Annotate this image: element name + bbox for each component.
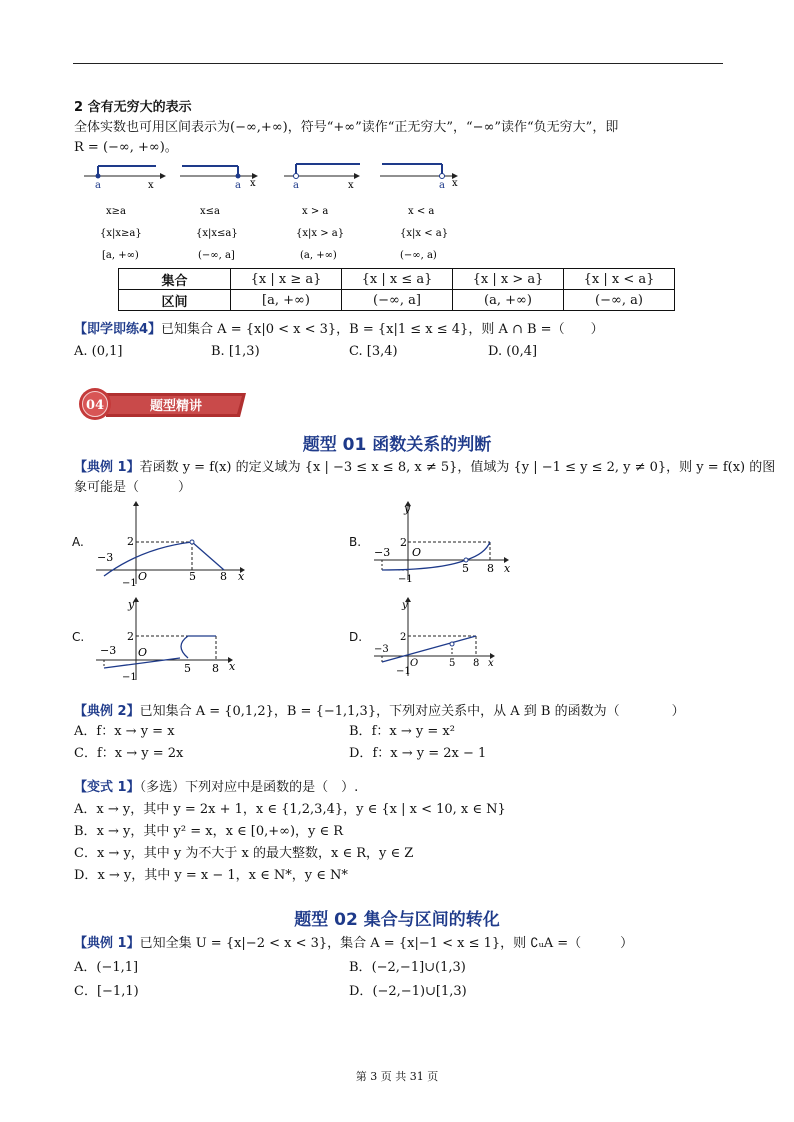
ray-figure-2 [180,166,258,191]
svg-text:(−∞, a]: (−∞, a] [198,250,235,261]
svg-text:2: 2 [400,632,407,643]
table-cell: {x | x ≤ a} [342,269,453,290]
question-tag: 【典例 2】 [74,704,140,719]
svg-text:(a, +∞): (a, +∞) [300,250,337,261]
badge-number: 04 [85,398,105,413]
svg-text:x: x [229,660,236,673]
svg-text:8: 8 [220,570,227,583]
svg-text:O: O [138,570,148,583]
svg-text:5: 5 [189,570,196,583]
svg-text:2: 2 [127,535,134,548]
svg-text:a: a [439,180,445,191]
svg-text:x: x [488,658,494,669]
svg-text:O: O [412,546,422,559]
graph-option-d[interactable] [370,596,500,684]
option-b[interactable]: B．f：x → y = x² [349,724,455,739]
option-b[interactable]: B. [1,3) [211,344,260,359]
svg-text:−1: −1 [396,666,411,677]
graph-option-label[interactable]: C. [72,630,85,644]
svg-text:{x|x≤a}: {x|x≤a} [196,228,238,239]
svg-text:−3: −3 [374,546,391,559]
svg-text:O: O [138,646,148,659]
question-tag: 【典例 1】 [74,460,140,475]
table-head: 集合 [119,269,231,290]
question-stem: 若函数 y = f(x) 的定义域为 {x | −3 ≤ x ≤ 8, x ≠ 5}，值域为 {y | −1 ≤ y ≤ 2, y ≠ 0}，则 y = f(x) 的图 [139,460,776,475]
section-title: 题型 01 函数关系的判断 [302,435,492,455]
paragraph-line: 全体实数也可用区间表示为(−∞,+∞)，符号“+∞”读作“正无穷大”，“−∞”读作“负无穷大”，即 [74,120,619,135]
svg-text:x > a: x > a [302,206,329,217]
header-rule [73,63,723,64]
option-a[interactable]: A．f：x → y = x [74,724,175,739]
ray-var-label: x [148,180,154,191]
ray-figures [80,158,480,264]
graph-option-label[interactable]: D. [349,630,363,644]
svg-text:x: x [250,178,256,189]
ray-figure-3 [284,164,360,191]
question-tag: 【即学即练4】 [74,322,162,337]
option-a[interactable]: A．x → y，其中 y = 2x + 1，x ∈ {1,2,3,4}，y ∈ {x | x < 10, x ∈ N} [74,802,506,817]
option-b[interactable]: B．x → y，其中 y² = x，x ∈ [0,+∞)，y ∈ R [74,824,344,839]
example-question [74,932,633,951]
svg-text:(−∞, a): (−∞, a) [400,250,437,261]
option-d[interactable]: D．(−2,−1)∪[1,3) [349,984,467,999]
ray-figure-4 [380,164,458,191]
svg-text:5: 5 [184,662,191,675]
page-footer: 第 3 页 共 31 页 [355,1070,439,1083]
question-stem: （多选）下列对应中是函数的是（ ）. [139,780,359,795]
option-c[interactable]: C．f：x → y = 2x [74,746,184,761]
question-stem: 已知集合 A = {x|0 < x < 3}，B = {x|1 ≤ x ≤ 4}，则 A ∩ B =（ ） [161,322,604,337]
table-cell: (a, +∞) [453,290,564,311]
svg-text:5: 5 [462,562,469,575]
section-heading: 2 含有无穷大的表示 [74,100,192,115]
option-c[interactable]: C．[−1,1) [74,984,139,999]
svg-text:8: 8 [212,662,219,675]
practice-question [74,318,604,337]
option-b[interactable]: B．(−2,−1]∪(1,3) [349,960,466,975]
table-cell: (−∞, a] [342,290,453,311]
ray-set: {x|x≥a} [100,228,142,239]
ray-cond: x≥a [106,206,126,217]
table-head: 区间 [119,290,231,311]
svg-text:−1: −1 [122,578,137,588]
svg-text:y: y [402,600,408,611]
svg-text:−1: −1 [398,574,413,585]
example-question [74,456,775,475]
svg-text:8: 8 [473,658,480,669]
table-cell: {x | x > a} [453,269,564,290]
svg-text:x≤a: x≤a [200,206,220,217]
graph-option-label[interactable]: B. [349,535,362,549]
ray-captions [100,206,448,261]
table-row [119,269,675,290]
svg-text:−3: −3 [97,551,114,564]
svg-text:x: x [238,570,245,583]
question-tag: 【典例 1】 [74,936,140,951]
example-question [74,700,685,719]
ray-point-label: a [95,180,101,191]
question-stem: 已知全集 U = {x|−2 < x < 3}，集合 A = {x|−1 < x ≤ 1}，则 ∁ᵤA =（ ） [139,936,634,951]
svg-text:−3: −3 [100,644,117,657]
option-a[interactable]: A. (0,1] [74,344,123,359]
svg-text:x < a: x < a [408,206,435,217]
question-tag: 【变式 1】 [74,780,140,795]
option-c[interactable]: C．x → y，其中 y 为不大于 x 的最大整数，x ∈ R，y ∈ Z [74,846,414,861]
ray-figure-1 [84,166,166,191]
svg-text:x: x [504,562,511,575]
svg-text:5: 5 [449,658,456,669]
ray-interval: [a, +∞) [102,250,139,261]
svg-text:O: O [410,658,419,669]
graph-option-c[interactable] [92,596,242,684]
table-cell: [a, +∞) [231,290,342,311]
option-c[interactable]: C. [3,4) [349,344,398,359]
section-title: 题型 02 集合与区间的转化 [294,910,500,930]
option-d[interactable]: D．f：x → y = 2x − 1 [349,746,487,761]
svg-text:2: 2 [400,536,407,549]
graph-option-a[interactable] [92,500,252,588]
svg-text:−3: −3 [374,644,389,655]
svg-text:−1: −1 [122,672,137,683]
section-badge [76,387,248,421]
question-stem: 已知集合 A = {0,1,2}，B = {−1,1,3}，下列对应关系中，从 A 到 B 的函数为（ ） [139,704,685,719]
table-row [119,290,675,311]
svg-text:{x|x > a}: {x|x > a} [296,228,345,239]
svg-text:x: x [348,180,354,191]
svg-text:y: y [404,502,411,515]
table-cell: (−∞, a) [564,290,675,311]
graph-option-b[interactable] [370,500,520,588]
svg-text:y: y [128,598,135,611]
option-d[interactable]: D. (0,4] [488,344,538,359]
paragraph-line: R = (−∞, +∞)。 [74,140,178,155]
option-d[interactable]: D．x → y，其中 y = x − 1，x ∈ N*，y ∈ N* [74,868,348,883]
option-a[interactable]: A．(−1,1] [74,960,139,975]
svg-text:a: a [293,180,299,191]
table-cell: {x | x ≥ a} [231,269,342,290]
svg-text:8: 8 [487,562,494,575]
interval-table [118,268,675,311]
question-stem-cont: 象可能是（ ） [74,480,192,495]
variant-question [74,776,358,795]
badge-text: 题型精讲 [149,399,203,414]
svg-text:{x|x < a}: {x|x < a} [400,228,449,239]
graph-option-label[interactable]: A. [72,535,84,549]
table-cell: {x | x < a} [564,269,675,290]
svg-text:x: x [452,178,458,189]
svg-text:a: a [235,180,241,191]
svg-text:2: 2 [127,630,134,643]
